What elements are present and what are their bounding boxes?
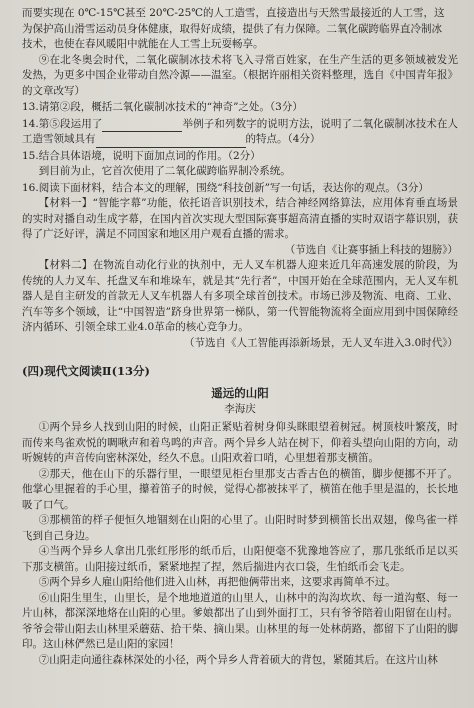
question-15-sentence: 到目前为止，它首次使用了二氧化碳跨临界制冷系统。 bbox=[38, 165, 291, 177]
material-1-source: （节选自《让赛事插上科技的翅膀》） bbox=[284, 243, 458, 256]
question-14 bbox=[22, 117, 458, 148]
article-author: 李海庆 bbox=[224, 403, 256, 415]
article-paragraph-5: ⑤两个异乡人雇山阳给他们进入山林，再把他俩带出来，这要求再简单不过。 bbox=[38, 576, 396, 588]
text-line: 而要实现在 0℃-15℃甚至 20℃-25℃的人工造雪，直接造出与天然雪最接近的人工雪，这 bbox=[22, 7, 445, 19]
question-15: 15.结合具体语境，说明下面加点词的作用。（2分） bbox=[22, 149, 261, 162]
answer-blank[interactable] bbox=[96, 147, 246, 148]
article-paragraph-4: ④当两个异乡人拿出几张红彤彤的纸币后，山阳便毫不犹豫地答应了，那几张纸币足以买下那支横笛。山阳接过纸币，紧紧地捏了捏，然后揣进内衣口袋，生怕纸币会飞走。 bbox=[22, 545, 458, 573]
material-2: 【材料二】在物流自动化行业的执剂中，无人叉车机器人迎来近几年高速发展的阶段，为传统的人力叉车、托盘叉车和堆垛车，就是其“先行者”，中国开始在全球范围内，无人叉车机器人是自主研发的首款无人叉车机器人有多项全球首创技术。市场已涉及物流、电商、工业、汽车等多个领域，让“中国智造”跻身世界第一梯队，第一代智能物流将全面应用到中国保障经济内循环、引领全球工业4.0革命的核心竞争力。 bbox=[22, 259, 458, 333]
article-title: 遥远的山阳 bbox=[211, 386, 269, 400]
question-14-part-c: 在人工造雪领域具有 bbox=[22, 117, 459, 145]
question-14-part-b: 举例子和列数字的说明方法，说明了二氧化碳制冰技术 bbox=[182, 117, 437, 130]
paragraph-9 bbox=[22, 53, 458, 100]
article-paragraph-2: ②那天，他在山下的乐器行里，一眼望见柜台里那支古香古色的横笛，脚步便挪不开了。他掌心里握着的手心里，攥着笛子的时候，觉得心都被抹平了，横笛在他手里是温的，长长地吸了口气。 bbox=[22, 467, 458, 511]
paragraph-9-text: ⑨在北冬奥会时代，二氧化碳制冰技术将飞入寻常百姓家，在生产生活的更多领域被发光 bbox=[38, 53, 458, 66]
text-line: 为保护高山滑雪运动员身体健康，取得好成绩，提供了有力保障。二氧化碳跨临界直冷制冰 bbox=[22, 22, 442, 35]
question-13: 13.请第②段，概括二氧化碳制冰技术的“神奇”之处。（3分） bbox=[22, 101, 303, 113]
text-line: 技术，也使在春风暖阳中就能在人工雪上玩耍畅享。 bbox=[22, 38, 264, 50]
paragraph-9-text-b: 发热，为更多中国企业带动自然冷源——温室。（根据许丽相关资料整理，选自《中国青年报》的文章改写） bbox=[22, 69, 458, 97]
article-paragraph-1: ①两个异乡人找到山阳的时候，山阳正紧贴着树身仰头眯眼望着树冠。树顶枝叶繁茂，时而传来鸟雀欢悦的啁啾声和着鸟鸣的声音。两个异乡人站在树下，仰着头望向山阳的方向，动听婉转的声音传向密林深处，经久不息。山阳欢着口哨，心里想着那支横笛。 bbox=[22, 421, 458, 464]
question-16: 16.阅读下面材料，结合本文的理解，围绕“科技创新”写一句话，表达你的观点。（3分） bbox=[22, 181, 429, 194]
section-heading: (四)现代文阅读Ⅱ(13分) bbox=[22, 364, 150, 378]
article-paragraph-3: ③那横笛的样子便恒久地锢刻在山阳的心里了。山阳时时梦到横笛长出双翅，像鸟雀一样飞到自己身边。 bbox=[22, 514, 458, 542]
article-paragraph-7: ⑦山阳走向通往森林深处的小径，两个异乡人背着硕大的背包，紧随其后。在这片山林 bbox=[38, 653, 438, 666]
question-14-part-a: 14.第⑤段运用了 bbox=[22, 117, 103, 130]
answer-blank[interactable] bbox=[102, 131, 182, 132]
article-paragraph-6: ⑥山阳生里生，山里长，是个地地道道的山里人，山林中的沟沟坎坎、每一道沟壑、每一片山林，都深深地烙在山阳的心里。爹娘都出了山到外面打工，只有爷爷陪着山阳留在山村。爷爷会带山阳去山林里采蘑菇、拾干柴、摘山果。山林里的每一处林荫路，都留下了山阳的脚印。这山林俨然已是山阳的家园！ bbox=[22, 591, 458, 650]
material-1: 【材料一】“智能字幕”功能，依托语音识别技术，结合神经网络算法，应用体育垂直场景的实时对播自动生成字幕，在国内首次实现大型国际赛事超高清直播的实时双语字幕识别，获得了广泛好评，满足不同国家和地区用户观看直播的需求。 bbox=[22, 197, 458, 240]
material-2-source: （节选自《人工智能再添新场景，无人叉车进入3.0时代》） bbox=[184, 336, 458, 349]
question-14-part-d: 的特点。（4分） bbox=[245, 133, 321, 145]
